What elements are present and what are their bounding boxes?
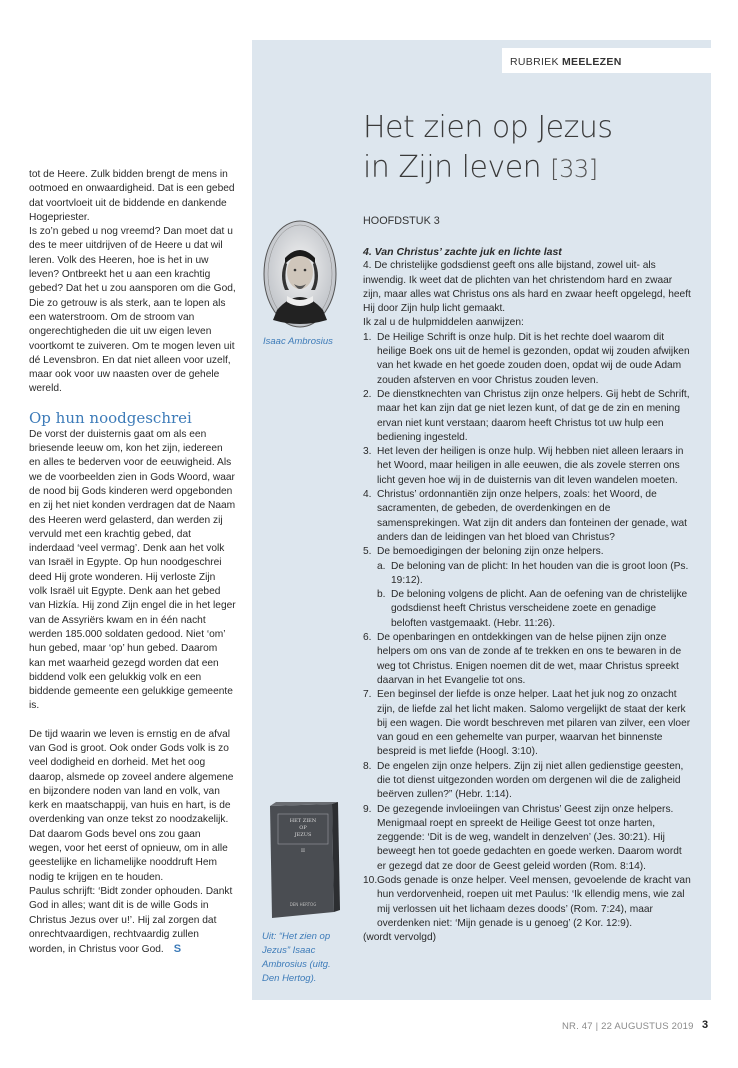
list-item-text: De gezegende invloeiingen van Christus’ Geest zijn onze helpers. Menigmaal roept en spreekt de Heilige Geest tot onze harten, zeggende: ‘Dit is de weg, wandelt in denzelven’ (Jes. 30:21). Hij beweegt hen tot goede gedachten en goede werken. Daarom wordt er gezegd dat ze door de Geest geleid worden (Rom. 8:14). [377, 803, 682, 872]
chapter-label: HOOFDSTUK 3 [363, 215, 440, 227]
list-item [363, 545, 693, 631]
series-number: [33] [550, 155, 598, 183]
end-mark-icon: S [173, 943, 182, 956]
paragraph: De vorst der duisternis gaat om als een briesende leeuw om, kon het zijn, iedereen en alles te bederven voor de eeuwigheid. Als we de voorbeelden zien in Gods Woord, waar de nood bij Gods kinderen werd opgebonden en zij het niet konden verdragen dat de Naam des Heeren werd gelasterd, dan werden zij vervuld met een krachtig gebed, dat inderdaad ‘veel vermag’. Denk aan het volk van Israël in Egypte. Op hun noodgeschrei deed Hij grote wonderen. Hij verloste Zijn volk Israël uit Egypte. Denk aan het gebed van Hizkía. Hij zond Zijn engel die in het leger van de Assyriërs kwam en in één nacht werden 185.000 soldaten gedood. Niet ‘om’ hun gebed, maar ‘op’ hun gebed. Daarom kan met waarheid gezegd worden dat een biddend volk een gelukkig volk en een biddende gemeente een gelukkige gemeente is. [29, 428, 236, 712]
book-publisher: DEN HERTOG [289, 902, 317, 907]
list-item [363, 760, 693, 803]
list-number: 1. [363, 331, 372, 343]
list-item-text: Gods genade is onze helper. Veel mensen, gevoelende de kracht van hun verdorvenheid, roepen uit met Paulus: ‘Ik ellendig mens, wie zal mij verlossen uit het lichaam dezes doods’ (Rom. 7:24), maar overdenken niet: ‘Mijn genade is u genoeg’ (2 Kor. 12:9). [377, 875, 691, 929]
list-number: 5. [363, 546, 372, 558]
sub-list-letter: b. [377, 589, 386, 601]
list-number: 4. [363, 489, 372, 501]
portrait-caption: Isaac Ambrosius [263, 336, 333, 347]
sub-list-item [377, 588, 693, 631]
list-item-text: Christus’ ordonnantiën zijn onze helpers, zoals: het Woord, de sacramenten, de gebeden, de overdenkingen en de samensprekingen. Wat zijn dit anders dan fonteinen der genade, wat anders dan de leidingen van het bloed van Christus? [377, 489, 687, 543]
book-title-line-1: HET ZIEN [289, 818, 317, 824]
book-image [262, 802, 342, 920]
list-item [363, 803, 693, 874]
paragraph-text: Paulus schrijft: ‘Bidt zonder ophouden. Dankt God in alles; want dit is de wille Gods in Christus Jezus over u!’. Hij zal zorgen dat onrechtvaardigen, rechtvaardig zullen worden, in Christus voor God. [29, 885, 233, 956]
paragraph: De tijd waarin we leven is ernstig en de afval van God is groot. Ook onder Gods volk is zo veel dodigheid en dorheid. Met het oog daarop, alsmede op zoveel andere algemene en bijzondere noden van land en volk, van kerk en maatschappij, van huis en hart, is de overdenking van onze tekst zo noodzakelijk. Dat daarom Gods bevel ons zou gaan wegen, voor het eerst of opnieuw, om in alle geestelijke en lichamelijke nooddruft Hem nodig te krijgen en te houden. [29, 728, 234, 883]
list-item [363, 488, 693, 545]
portrait-image [263, 220, 337, 328]
continued-note: (wordt vervolgd) [363, 932, 437, 944]
list-item [363, 874, 693, 931]
list-item [363, 688, 693, 759]
list-item-text: Het leven der heiligen is onze hulp. Wij hebben niet alleen leraars in het Woord, maar heiligen in alle eeuwen, die als zovele sterren ons licht geven hoe wij in de duisternis van dit leven wandelen moeten. [377, 446, 684, 486]
list-item-text: Een beginsel der liefde is onze helper. Laat het juk nog zo onzacht zijn, de liefde zal het licht maken. Salomo vergelijkt de staat der kerk bij een wagen. Die wordt beschreven met pilaren van zilver, een vloer van goud en een gehemelte van purper, waarvan het binnenste bespreid is met liefde (Hoogl. 3:10). [377, 689, 691, 758]
list-item-text: De openbaringen en ontdekkingen van de helse pijnen zijn onze helpers om ons van de zonde af te trekken en ons te bewaren in de weg tot Christus. Enigen noemen dit de wet, maar Christus spreekt daarvan in het Evangelie tot ons. [377, 632, 682, 686]
title-line-2-text: in Zijn leven [363, 150, 542, 185]
issue-info: NR. 47 | 22 AUGUSTUS 2019 [562, 1021, 694, 1032]
list-item-text: De dienstknechten van Christus zijn onze helpers. Gij hebt de Schrift, maar het kan zijn dat ge niet lezen kunt, of dat ge de zin en mening ervan niet kunt verstaan; daarom heeft Christus tot uw hulp een bediening ingesteld. [377, 388, 690, 443]
list-number: 10. [363, 875, 378, 887]
list-item [363, 631, 693, 688]
book-title-line-3: JEZUS [294, 832, 312, 838]
paragraph: tot de Heere. Zulk bidden brengt de mens in ootmoed en onwaardigheid. Dat is een gebed dat voortvloeit uit de biddende en dankende Hogepriester. [29, 169, 235, 223]
list-item [363, 445, 693, 488]
rubric-label [502, 48, 711, 73]
helpers-list [363, 331, 693, 931]
sub-list-item [377, 560, 693, 589]
page-number: 3 [702, 1019, 709, 1031]
paragraph [29, 885, 236, 957]
book-title-line-2: OP [299, 825, 307, 831]
list-number: 9. [363, 803, 372, 815]
list-number: 8. [363, 760, 372, 772]
title-line-2 [363, 148, 703, 189]
sub-list-item-text: De beloning volgens de plicht. Aan de oefening van de christelijke godsdienst heeft Christus verscheidene zoete en genadige beloften vastgemaakt. (Hebr. 11:26). [391, 589, 688, 629]
section-heading: Op hun noodgeschrei [29, 408, 192, 427]
article-body [363, 245, 693, 946]
book-caption: Uit: “Het zien op Jezus” Isaac Ambrosius (uitg. Den Hertog). [262, 931, 331, 984]
subsection-heading: 4. Van Christus’ zachte juk en lichte last [363, 246, 562, 258]
list-item [363, 331, 693, 388]
sub-list-item-text: De beloning van de plicht: In het houden van die is groot loon (Ps. 19:12). [391, 560, 689, 586]
list-number: 3. [363, 446, 372, 458]
paragraph: Ik zal u de hulpmiddelen aanwijzen: [363, 317, 524, 329]
list-item [363, 388, 693, 445]
list-item-text: De bemoedigingen der beloning zijn onze helpers. [377, 546, 604, 558]
rubric-name: MEELEZEN [562, 56, 622, 68]
list-number: 6. [363, 632, 372, 644]
left-column [29, 168, 236, 957]
list-number: 7. [363, 689, 372, 701]
rubric-prefix: RUBRIEK [510, 56, 559, 68]
article-title [363, 108, 703, 189]
paragraph: Is zo’n gebed u nog vreemd? Dan moet dat u des te meer uitdrijven of de Heere u dat wil leren. Volk des Heeren, hoe is het in uw leven? Ontbreekt het u aan een krachtig gebed? Dat het u zou aansporen om die God, Die zo getrouw is als sterk, aan te lopen als een waterstroom. Om de stroom van ongerechtigheden die uit uw eigen leven voortkomt te zuiveren. Om te mogen leven uit dé Levensbron. En dat niet alleen voor uzelf, maar ook voor uw naasten over de gehele wereld. [29, 226, 236, 395]
book-volume: II [301, 848, 305, 854]
paragraph: 4. De christelijke godsdienst geeft ons alle bijstand, zowel uit- als inwendig. Ik weet dat de plichten van het christendom hard en zwaar zijn, maar alles wat Christus ons als hard en zwaar heeft opgelegd, heeft Hij door Zijn hulp licht gemaakt. [363, 260, 691, 315]
title-line-1: Het zien op Jezus [363, 110, 613, 145]
list-item-text: De Heilige Schrift is onze hulp. Dit is het rechte doel waarom dit heilige Boek ons uit de hemel is gezonden, opdat wij zouden afwijken van het kwade en het goede zouden doen, opdat wij de oude Adam zouden afsterven en voor Christus zouden leven. [377, 331, 690, 386]
sub-list-letter: a. [377, 560, 386, 572]
list-item-text: De engelen zijn onze helpers. Zijn zij niet allen gedienstige geesten, die tot dienst uitgezonden worden om dergenen wil die de zaligheid beërven zullen?” (Hebr. 1:14). [377, 760, 684, 801]
sub-list [377, 560, 693, 631]
list-number: 2. [363, 388, 372, 400]
